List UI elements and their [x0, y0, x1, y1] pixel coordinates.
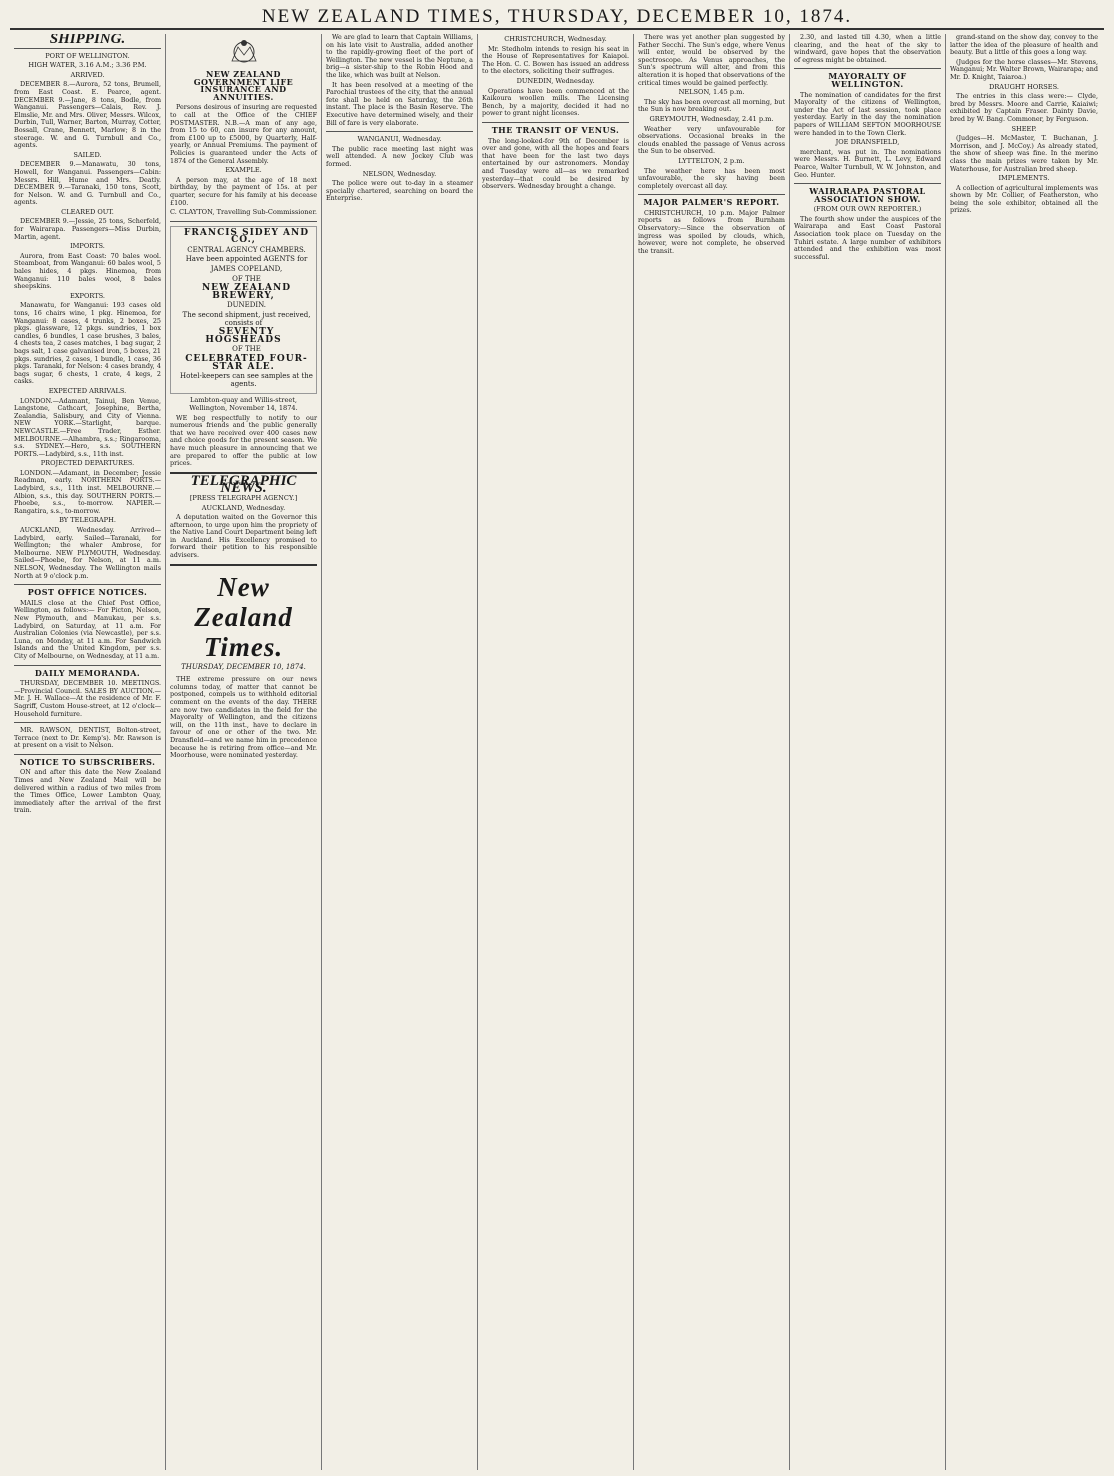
- press-agency: [PRESS TELEGRAPH AGENCY.]: [189, 493, 298, 502]
- copeland: JAMES COPELAND,: [210, 265, 283, 274]
- brewery-name: NEW ZEALAND BREWERY,: [201, 283, 292, 301]
- column-4: [478, 34, 634, 1470]
- lambton-text: WE beg respectfully to notify to our numerous friends and the public generally that we have received over 400 cases new and choice goods for the present season. We have much pleasure in announcing that we are prepared to offer the public at low prices.: [170, 413, 317, 468]
- christchurch-text: Mr. Stedholm intends to resign his seat in the House of Representatives for Kaiapoi. The Hon. C. C. Bowen has issued an address to the electors, soliciting their suffrages.: [482, 44, 629, 76]
- christchurch-dateline: CHRISTCHURCH, Wednesday.: [504, 35, 607, 43]
- joe-text: merchant, was put in. The nominations were Messrs. H. Burnett, L. Levy, Edward Pearce, Walter Turnbull, W. W. Johnston, and Geo. Hunter.: [794, 147, 941, 179]
- draught-text: The entries in this class were:— Clyde, bred by Messrs. Moore and Carrie, Kaiaiwi; exhibited by Captain Fraser. Dainty Davie, bred by W. Bang. Commoner, by Ferguson.: [950, 92, 1098, 123]
- major-palmer-text: CHRISTCHURCH, 10 p.m. Major Palmer reports as follows from Burnham Observatory:—Since the observation of ingress was spoiled by clouds, which, however, were not complete, he observed the transit.: [638, 208, 785, 255]
- exports-heading: EXPORTS.: [70, 291, 105, 300]
- major-palmer-heading: MAJOR PALMER'S REPORT.: [643, 197, 780, 208]
- divider: [14, 584, 161, 585]
- divider: [794, 183, 941, 184]
- show-intro-text: grand-stand on the show day, convey to the latter the idea of the pleasure of health and beauty. But a little of this goes a long way.: [950, 34, 1098, 57]
- divider: [638, 194, 785, 195]
- secchi-text: There was yet another plan suggested by Father Secchi. The Sun's edge, where Venus will enter, would be observed by the spectroscope. As Venus approaches, the Sun's spectrum will alter, and from this alteration it is hoped that observations of the critical times would be gained perfectly.: [638, 34, 785, 87]
- draught-heading: DRAUGHT HORSES.: [989, 82, 1059, 91]
- central-agency: CENTRAL AGENCY CHAMBERS.: [187, 245, 306, 254]
- column-7: [946, 34, 1102, 1470]
- transit-text: The long-looked-for 9th of December is over and gone, with all the hopes and fears that have been for the last two days entertained by our astronomers. Monday and Tuesday were all—as we remarked yesterday—that could be desired by observers. Wednesday brought a change.: [482, 136, 629, 191]
- dentist-ad: MR. RAWSON, DENTIST, Bolton-street, Terrace (next to Dr. Kemp's). Mr. Rawson is at present on a visit to Nelson.: [14, 726, 161, 750]
- expected-arrivals-text: LONDON.—Adamant, Tainui, Ben Venue, Langstone, Cathcart, Josephine, Bertha, Zealandia, Salisbury, and City of Vienna. NEW YORK.—Starlight, barque. NEWCASTLE.—Free Trader, Esther. MELBOURNE.—Alhambra, s.s.; Ringarooma, s.s. SYDNEY.—Hero, s.s. SOUTHERN PORTS.—Ladybird, s.s., 11th inst.: [14, 396, 161, 458]
- sheep-heading: SHEEP.: [1011, 124, 1037, 133]
- sailed-heading: SAILED.: [73, 150, 102, 159]
- govt-life-text: Persons desirous of insuring are requested to call at the Office of the CHIEF POSTMASTER. N.B.—A man of any age, from 15 to 60, can insure for any amount, from £100 up to £5000, by Quarterly, Half-yearly, or Annual Premiums. The payment of Policies is guaranteed under the Acts of 1874 of the General Assembly.: [170, 103, 317, 165]
- notice-subscribers-text: ON and after this date the New Zealand Times and New Zealand Mail will be delivered within a radius of two miles from the Times Office, Lower Lambton Quay, immediately after the arrival of the first train.: [14, 768, 161, 815]
- dunedin-text: DUNEDIN.: [226, 301, 267, 310]
- daily-memo-text: THURSDAY, DECEMBER 10. MEETINGS.—Provincial Council. SALES BY AUCTION.—Mr. J. H. Wallace—At the residence of Mr. F. Sagriff, Custom House-street, at 12 o'clock—Household furniture.: [14, 679, 161, 718]
- expected-arrivals-heading: EXPECTED ARRIVALS.: [48, 386, 127, 395]
- projected-departures-text: LONDON.—Adamant, in December; Jessie Readman, early. NORTHERN PORTS.—Ladybird, s.s., 11th inst. MELBOURNE.—Albion, s.s., this day. SOUTHERN PORTS.—Phoebe, s.s., to-morrow. NAPIER.—Rangatira, s.s., to-morrow.: [14, 468, 161, 515]
- post-office-heading: POST OFFICE NOTICES.: [27, 587, 148, 598]
- telegraphic-news-heading: TELEGRAPHIC NEWS.: [190, 472, 297, 497]
- arrived-heading: ARRIVED.: [70, 70, 105, 79]
- divider: [170, 564, 317, 566]
- nelson-text: The police were out to-day in a steamer specially chartered, searching on board the Enterprise.: [326, 179, 473, 203]
- auckland-dateline: AUCKLAND, Wednesday.: [201, 503, 286, 512]
- wanganui-text: The public race meeting last night was well attended. A new Jockey Club was formed.: [326, 144, 473, 168]
- divider: [14, 48, 161, 49]
- auckland-text: A deputation waited on the Governor this afternoon, to urge upon him the propriety of the Native Land Court Department being left in Auckland. His Excellency promised to forward their petition to his responsible advisers.: [170, 513, 317, 560]
- brewery-ad: [170, 226, 317, 395]
- transit-heading: THE TRANSIT OF VENUS.: [491, 124, 620, 135]
- joe-dransfield: JOE DRANSFIELD,: [835, 138, 900, 147]
- divider: [14, 754, 161, 755]
- shipping-title: SHIPPING.: [49, 34, 126, 47]
- divider: [14, 665, 161, 666]
- greymouth-text: Weather very unfavourable for observations. Occasional breaks in the clouds enabled the passage of Venus across the Sun to be observed.: [638, 124, 785, 156]
- port-title: PORT OF WELLINGTON.: [45, 51, 130, 60]
- exports-text: Manawatu, for Wanganui: 193 cases old tons, 16 chairs wine, 1 pkg. Hinemoa, for Wanganui: 8 cases, 4 trunks, 2 boxes, 25 pkgs. glassware, 12 pkgs. sundries, 1 box candles, 6 bundles, 1 case brushes, 3 bales, 4 chests tea, 2 cases matches, 1 bag sugar, 2 bags salt, 1 case galvanised iron, 5 boxes, 21 pkgs. sundries, 2 cases, 1 bundle, 1 case, 36 pkgs. Taranaki, for Nelson: 4 cases brandy, 4 bags sugar, 6 chests, 1 crate, 4 kegs, 2 casks.: [14, 301, 161, 386]
- newspaper-title: New Zealand Times.: [194, 571, 293, 662]
- telegraph-text: AUCKLAND, Wednesday. Arrived—Ladybird, early. Sailed—Taranaki, for Wellington; the whaler Ambrose, for Melbourne. NEW PLYMOUTH, Wednesday. Sailed—Phoebe, for Nelson, at 11 a.m. NELSON, Wednesday. The Wellington mails North at 9 o'clock p.m.: [14, 526, 161, 580]
- implements-heading: IMPLEMENTS.: [998, 174, 1050, 183]
- of-text: OF THE: [232, 274, 261, 283]
- seventy-hogsheads: SEVENTY HOGSHEADS: [205, 327, 282, 345]
- appointed-text: Have been appointed AGENTS for: [185, 255, 308, 264]
- nelson-dateline: NELSON, Wednesday.: [362, 169, 437, 178]
- column-6: [790, 34, 946, 1470]
- four-star-ale: CELEBRATED FOUR-STAR ALE.: [185, 354, 308, 372]
- dunedin-dateline: DUNEDIN, Wednesday.: [516, 76, 595, 85]
- sheep-text: (Judges—H. McMaster, T. Buchanan, J. Morrison, and J. McCoy.) As already stated, the show of sheep was fine. In the merino class the main prizes were taken by Mr. Waterhouse, for Australian bred sheep.: [950, 134, 1098, 173]
- cleared-text: DECEMBER 9.—Jessie, 25 tons, Scherfeld, for Wairarapa. Passengers—Miss Durbin, Martin, agent.: [14, 217, 161, 241]
- cleared-heading: CLEARED OUT.: [61, 207, 114, 216]
- issue-dateline: THURSDAY, DECEMBER 10, 1874.: [181, 662, 306, 671]
- column-5: [634, 34, 790, 1470]
- fete-text: It has been resolved at a meeting of the Parochial trustees of the city, that the annual fete shall be held on Saturday, the 26th instant. The place is the Basin Reserve. The Executive have determined wisely, and their Bill of fare is very elaborate.: [326, 80, 473, 127]
- arrived-text: DECEMBER 8.—Aurora, 52 tons, Brumell, from East Coast. E. Pearce, agent. DECEMBER 9.—Jane, 8 tons, Bodle, from Wanganui. Passengers—Calais, Rev. J. Elmslie, Mr. and Mrs. Oliver, Messrs. Wilcox, Durbin, Tull, Warner, Barton, Murray, Cotter, Bossall, Crane, Bennett, Marlow; 8 in the steerage. W. and G. Turnbull and Co., agents.: [14, 80, 161, 150]
- editorial-text: THE extreme pressure on our news columns today, of matter that cannot be postponed, compels us to withhold editorial comment on the events of the day. THERE are now two candidates in the field for the Mayoralty of Wellington, and the citizens will, on the 11th inst., have to declare in favour of one or other of the two. Mr. Dransfield—and we name him in precedence because he is retiring from office—and Mr. Moorhouse, were nominated yesterday.: [170, 675, 317, 760]
- projected-departures-heading: PROJECTED DEPARTURES.: [40, 459, 135, 468]
- lyttelton-text: The weather here has been most unfavourable, the sky having been completely overcast all day.: [638, 166, 785, 190]
- greymouth-dateline: GREYMOUTH, Wednesday, 2.41 p.m.: [649, 114, 774, 123]
- wairarapa-text: The fourth show under the auspices of the Wairarapa and East Coast Pastoral Association took place on Tuesday on the Tuhiri estate. A large number of exhibitors attended and the exhibition was most successful.: [794, 214, 941, 261]
- francis-sidey: FRANCIS SIDEY AND CO.,: [183, 227, 310, 246]
- mayoralty-heading: MAYORALTY OF WELLINGTON.: [828, 71, 907, 89]
- masthead: [10, 6, 1104, 30]
- divider: [14, 722, 161, 723]
- high-water: HIGH WATER, 3.16 A.M.; 3.36 P.M.: [28, 61, 147, 70]
- example-heading: EXAMPLE.: [225, 166, 262, 175]
- divider: [170, 221, 317, 222]
- example-signature: C. CLAYTON, Travelling Sub-Commissioner.: [170, 208, 317, 217]
- second-shipment: The second shipment, just received, consists of: [182, 311, 311, 327]
- post-office-text: MAILS close at the Chief Post Office, Wellington, as follows:— For Picton, Nelson, New Plymouth, and Manukau, per s.s. Ladybird, on Saturday, at 11 a.m. For Australian Colonies (via Newcastle), per s.s. Luna, on Monday, at 11 a.m. For Sandwich Islands and the United Kingdom, per s.s. City of Melbourne, on Wednesday, at 11 a.m.: [14, 598, 161, 660]
- lyttelton-dateline: LYTTELTON, 2 p.m.: [678, 156, 745, 165]
- divider: [482, 122, 629, 123]
- nelson-text: The sky has been overcast all morning, but the Sun is now breaking out.: [638, 97, 785, 114]
- judges-text: (Judges for the horse classes—Mr. Stevens, Wanganui; Mr. Walter Brown, Wairarapa; and Mr. D. Knight, Taiaroa.): [950, 57, 1098, 81]
- by-telegraph-heading: BY TELEGRAPH.: [59, 516, 116, 525]
- nelson-dateline: NELSON, 1.45 p.m.: [678, 88, 745, 97]
- from-reporter: (FROM OUR OWN REPORTER.): [813, 205, 922, 214]
- weather-text: 2.30, and lasted till 4.30, when a little clearing, and the heat of the sky to windward, gave hopes that the observation of egress might be obtained.: [794, 34, 941, 64]
- masthead-title: NEW ZEALAND TIMES, THURSDAY, DECEMBER 10, 1874.: [261, 6, 853, 27]
- govt-life-heading: NEW ZEALAND GOVERNMENT LIFE INSURANCE AND ANNUITIES.: [193, 69, 294, 102]
- columns: [10, 34, 1104, 1470]
- column-3: [322, 34, 478, 1470]
- imports-text: Aurora, from East Coast: 70 bales wool. Steamboat, from Wanganui: 60 bales wool, 5 bales hides, 4 pkgs. Hinemoa, from Wanganui: 110 bales wool, 8 bales sheepskins.: [14, 251, 161, 291]
- wairarapa-heading: WAIRARAPA PASTORAL ASSOCIATION SHOW.: [809, 186, 926, 204]
- divider: [326, 131, 473, 132]
- daily-memo-heading: DAILY MEMORANDA.: [34, 667, 141, 678]
- hotel-keepers: Hotel-keepers can see samples at the agents.: [180, 372, 313, 388]
- sailed-text: DECEMBER 9.—Manawatu, 30 tons, Howell, for Wanganui. Passengers—Cabin: Messrs. Hill, Hume and Mrs. Deatly. DECEMBER 9.—Taranaki, 150 tons, Scott, for Nelson. W. and G. Turnbull and Co., agents.: [14, 160, 161, 207]
- mayoralty-text: The nomination of candidates for the first Mayoralty of the citizens of Wellington, under the Act of last session, took place yesterday. Early in the day the nomination papers of WILLIAM SEFTON MOORHOUSE were handed in to the Town Clerk.: [794, 90, 941, 137]
- example-text: A person may, at the age of 18 next birthday, by the payment of 15s. at per quarter, secure for his family at his decease £100.: [170, 175, 317, 207]
- of-the-text: OF THE: [232, 345, 261, 354]
- column-2: [166, 34, 322, 1470]
- wanganui-dateline: WANGANUI, Wednesday.: [357, 135, 442, 144]
- dunedin-text: Operations have been commenced at the Kaikoura woollen mills. The Licensing Bench, by a majority, decided it had no power to grant night licenses.: [482, 86, 629, 118]
- notice-subscribers-heading: NOTICE TO SUBSCRIBERS.: [19, 756, 156, 767]
- royal-crest-icon: [224, 37, 264, 67]
- divider: [794, 68, 941, 69]
- implements-text: A collection of agricultural implements was shown by Mr. Collier, of Featherston, who being the sole exhibitor, obtained all the prizes.: [950, 183, 1098, 215]
- lambton-heading: Lambton-quay and Willis-street, Wellington, November 14, 1874.: [189, 396, 298, 412]
- imports-heading: IMPORTS.: [70, 242, 105, 251]
- williams-text: We are glad to learn that Captain Williams, on his late visit to Australia, added another to the rapidly-growing fleet of the port of Wellington. The new vessel is the Neptune, a brig—a sister-ship to the Robin Hood and the like, which was built at Nelson.: [326, 34, 473, 79]
- column-1: [10, 34, 166, 1470]
